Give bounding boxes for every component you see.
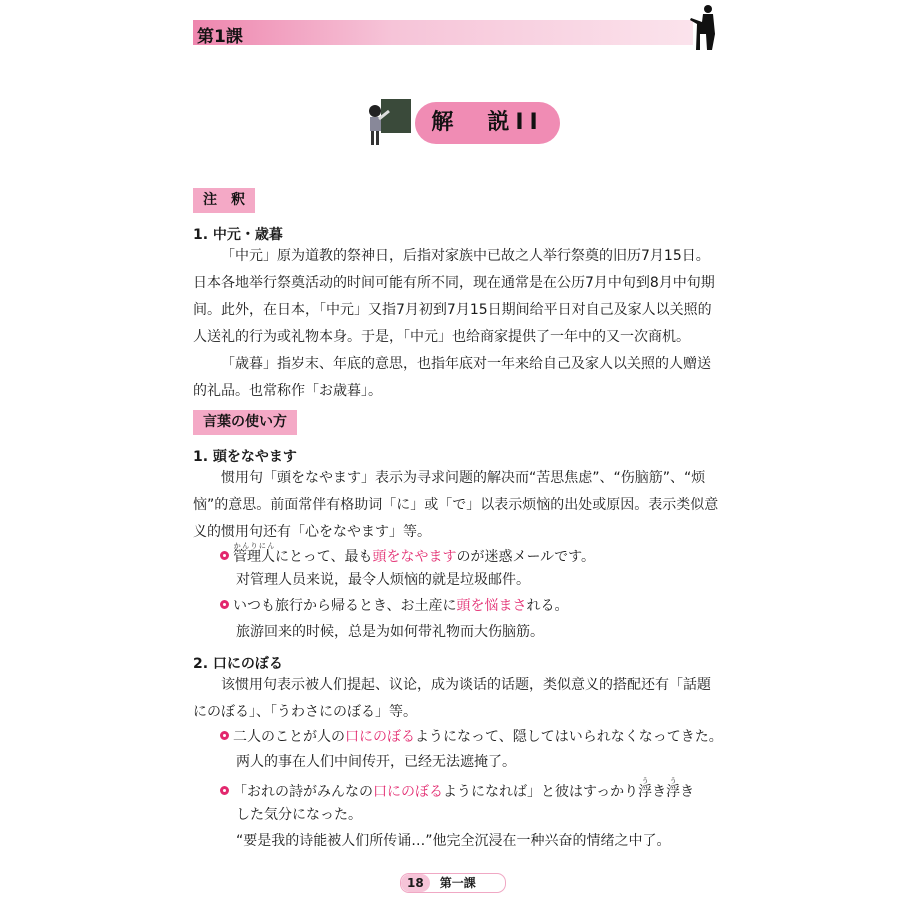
note-paragraph: 「中元」原为道教的祭神日，后指对家族中已故之人举行祭奠的旧历7月15日。日本各地举行祭奠活动的时间可能有所不同，现在通常是在公历7月中旬到8月中旬期间。此外，在日本，「中元」又指7月初到7月15日期间给平日对自己及家人以关照的人送礼的行为或礼物本身。于是，「中元」也给商家提供了一年中的又一次商机。 bbox=[193, 248, 715, 345]
example-text-continued: した気分になった。 bbox=[236, 807, 362, 823]
section-title-pill: 解 説II bbox=[415, 102, 560, 144]
usage-paragraph: 惯用句「頭をなやます」表示为寻求问题的解决而“苦思焦虑”、“伤脑筋”、“烦恼”的意思。前面常伴有格助词「に」或「で」以表示烦恼的出处或原因。表示类似意义的惯用句还有「心をなやます」等。 bbox=[193, 470, 719, 540]
page-footer bbox=[400, 873, 506, 893]
example-text: ようになれば」と彼はすっかり bbox=[443, 784, 639, 800]
usage-paragraph: 该惯用句表示被人们提起、议论，成为谈话的话题，类似意义的搭配还有「話題にのぼる」、「うわさにのぼる」等。 bbox=[193, 677, 711, 720]
example-text: 二人のことが人の bbox=[233, 729, 345, 745]
bullet-icon bbox=[220, 551, 229, 560]
example-text: いつも旅行から帰るとき、お土産に bbox=[233, 598, 457, 614]
highlight-phrase: 口にのぼる bbox=[345, 729, 415, 745]
example-sentence bbox=[220, 542, 595, 569]
highlight-phrase: 口にのぼる bbox=[373, 784, 443, 800]
example-text: 「おれの詩がみんなの bbox=[233, 784, 373, 800]
note-paragraph: 「歳暮」指岁末、年底的意思，也指年底对一年来给自己及家人以关照的人赠送的礼品。也常称作「お歳暮」。 bbox=[193, 356, 711, 399]
ruby-base: 管理人 bbox=[233, 549, 275, 565]
ruby-base: 浮 bbox=[666, 784, 681, 800]
note-heading: 1. 中元・歳暮 bbox=[193, 227, 283, 243]
ruby-text: う bbox=[638, 777, 653, 785]
example-translation: 两人的事在人们中间传开，已经无法遮掩了。 bbox=[236, 754, 516, 770]
usage-heading: 1. 頭をなやます bbox=[193, 449, 297, 465]
example-text: き bbox=[680, 784, 695, 800]
teacher-silhouette-icon bbox=[688, 4, 722, 52]
student-at-blackboard-icon bbox=[365, 97, 413, 149]
example-translation: 对管理人员来说，最令人烦恼的就是垃圾邮件。 bbox=[236, 572, 530, 588]
ruby-text: う bbox=[666, 777, 681, 785]
example-text: にとって、最も bbox=[275, 549, 373, 565]
ruby-text: かんりにん bbox=[233, 542, 275, 550]
highlight-phrase: 頭を悩まさ bbox=[456, 598, 527, 614]
lesson-title: 第1課 bbox=[197, 27, 243, 47]
section-label-usage: 言葉の使い方 bbox=[193, 410, 297, 435]
example-sentence bbox=[220, 777, 694, 804]
example-sentence bbox=[220, 725, 723, 749]
bullet-icon bbox=[220, 600, 229, 609]
ruby-base: 浮 bbox=[638, 784, 653, 800]
example-sentence bbox=[220, 594, 568, 618]
example-text: ようになって、隠してはいられなくなってきた。 bbox=[415, 729, 723, 745]
example-translation: “要是我的诗能被人们所传诵…”他完全沉浸在一种兴奋的情绪之中了。 bbox=[236, 833, 671, 849]
footer-lesson: 第一課 bbox=[439, 876, 476, 890]
example-text: き bbox=[652, 784, 667, 800]
usage-heading: 2. 口にのぼる bbox=[193, 656, 283, 672]
bullet-icon bbox=[220, 731, 229, 740]
page-number: 18 bbox=[401, 874, 430, 892]
example-text: れる。 bbox=[526, 598, 569, 614]
section-label-notes: 注 釈 bbox=[193, 188, 255, 213]
example-text: のが迷惑メールです。 bbox=[456, 549, 596, 565]
example-translation: 旅游回来的时候，总是为如何带礼物而大伤脑筋。 bbox=[236, 624, 544, 640]
highlight-phrase: 頭をなやます bbox=[372, 549, 457, 565]
bullet-icon bbox=[220, 786, 229, 795]
lesson-header-bar bbox=[193, 20, 693, 45]
